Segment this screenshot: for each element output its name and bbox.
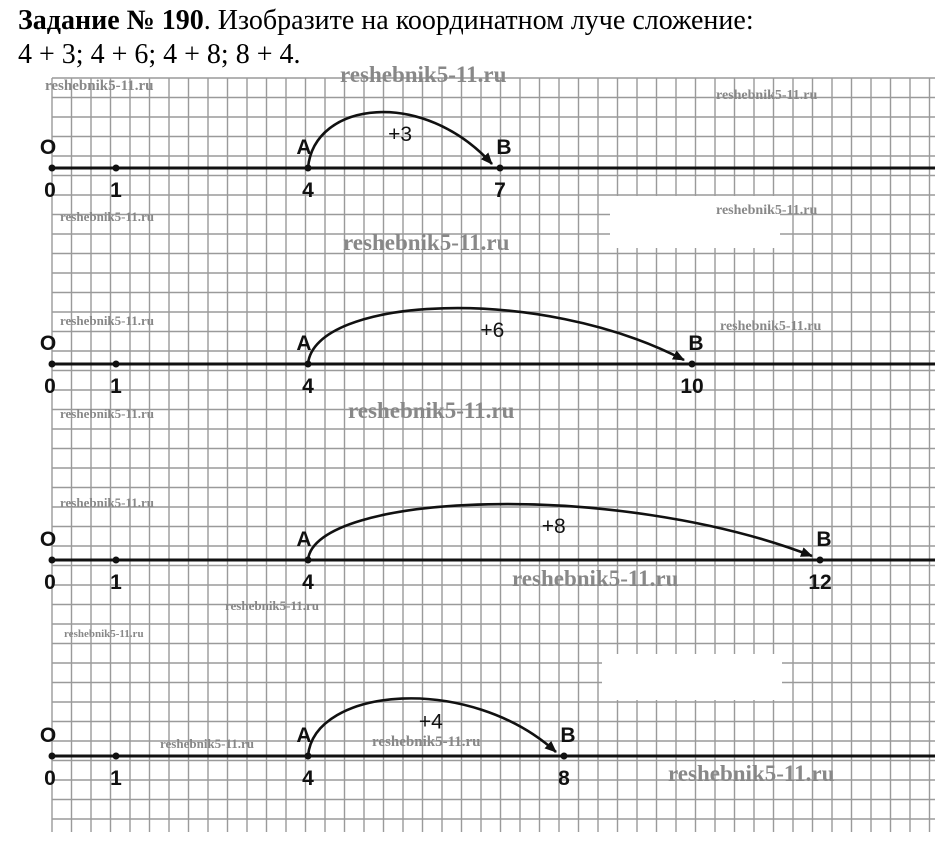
origin-letter: O bbox=[39, 528, 57, 551]
tick-label-zero: 0 bbox=[44, 375, 56, 398]
tick-label-start: 4 bbox=[302, 767, 314, 790]
origin-letter: O bbox=[39, 332, 57, 355]
point-b-letter: B bbox=[688, 332, 704, 355]
watermark-text: reshebnik5-11.ru bbox=[716, 88, 818, 103]
tick-label-zero: 0 bbox=[44, 571, 56, 594]
unit-dot bbox=[113, 361, 120, 368]
tick-label-start: 4 bbox=[302, 571, 314, 594]
step-label: +8 bbox=[541, 515, 566, 539]
tick-label-end: 10 bbox=[680, 375, 704, 398]
watermark-text: reshebnik5-11.ru bbox=[225, 598, 320, 613]
origin-dot bbox=[49, 557, 56, 564]
tick-label-end: 12 bbox=[808, 571, 832, 594]
task-number: Задание № 190 bbox=[18, 5, 204, 36]
origin-dot bbox=[49, 361, 56, 368]
watermark-text: reshebnik5-11.ru bbox=[340, 62, 507, 87]
watermark-text: reshebnik5-11.ru bbox=[343, 230, 510, 255]
watermark-text: reshebnik5-11.ru bbox=[668, 761, 835, 786]
watermark-text: reshebnik5-11.ru bbox=[716, 203, 818, 218]
watermark-text: reshebnik5-11.ru bbox=[60, 313, 155, 328]
grid-blank-patch bbox=[602, 654, 782, 700]
point-b-letter: B bbox=[816, 528, 832, 551]
watermark-text: reshebnik5-11.ru bbox=[60, 406, 155, 421]
number-ray-3 bbox=[40, 504, 935, 594]
number-ray-1 bbox=[40, 112, 935, 202]
step-label: +3 bbox=[388, 123, 413, 147]
tick-label-one: 1 bbox=[110, 767, 122, 790]
unit-dot bbox=[113, 165, 120, 172]
step-label: +4 bbox=[418, 710, 443, 734]
tick-label-zero: 0 bbox=[44, 179, 56, 202]
point-b-letter: B bbox=[560, 724, 576, 747]
unit-dot bbox=[113, 753, 120, 760]
watermark-text: reshebnik5-11.ru bbox=[45, 78, 154, 94]
origin-dot bbox=[49, 753, 56, 760]
origin-letter: O bbox=[39, 136, 57, 159]
origin-letter: O bbox=[39, 724, 57, 747]
point-b-dot bbox=[561, 753, 568, 760]
tick-label-start: 4 bbox=[302, 375, 314, 398]
step-label: +6 bbox=[480, 319, 505, 343]
point-b-dot bbox=[817, 557, 824, 564]
tick-label-start: 4 bbox=[302, 179, 314, 202]
unit-dot bbox=[113, 557, 120, 564]
task-text-line2: 4 + 3; 4 + 6; 4 + 8; 8 + 4. bbox=[18, 39, 301, 70]
watermark-text: reshebnik5-11.ru bbox=[512, 566, 679, 591]
point-a-letter: A bbox=[296, 136, 312, 159]
task-text-line1: . Изобразите на координатном луче сложение: bbox=[203, 5, 754, 36]
point-b-letter: B bbox=[496, 136, 512, 159]
tick-label-one: 1 bbox=[110, 179, 122, 202]
point-a-letter: A bbox=[296, 528, 312, 551]
watermark-text: reshebnik5-11.ru bbox=[348, 398, 515, 423]
point-a-letter: A bbox=[296, 332, 312, 355]
watermark-text: reshebnik5-11.ru bbox=[720, 319, 822, 334]
watermark-text: reshebnik5-11.ru bbox=[60, 495, 155, 510]
point-a-letter: A bbox=[296, 724, 312, 747]
tick-label-end: 7 bbox=[494, 179, 506, 202]
origin-dot bbox=[49, 165, 56, 172]
watermark-text: reshebnik5-11.ru bbox=[64, 628, 144, 640]
watermark-text: reshebnik5-11.ru bbox=[372, 734, 481, 750]
tick-label-end: 8 bbox=[558, 767, 570, 790]
tick-label-zero: 0 bbox=[44, 767, 56, 790]
watermark-text: reshebnik5-11.ru bbox=[160, 736, 255, 751]
tick-label-one: 1 bbox=[110, 375, 122, 398]
point-b-dot bbox=[689, 361, 696, 368]
point-b-dot bbox=[497, 165, 504, 172]
tick-label-one: 1 bbox=[110, 571, 122, 594]
watermark-text: reshebnik5-11.ru bbox=[60, 209, 155, 224]
